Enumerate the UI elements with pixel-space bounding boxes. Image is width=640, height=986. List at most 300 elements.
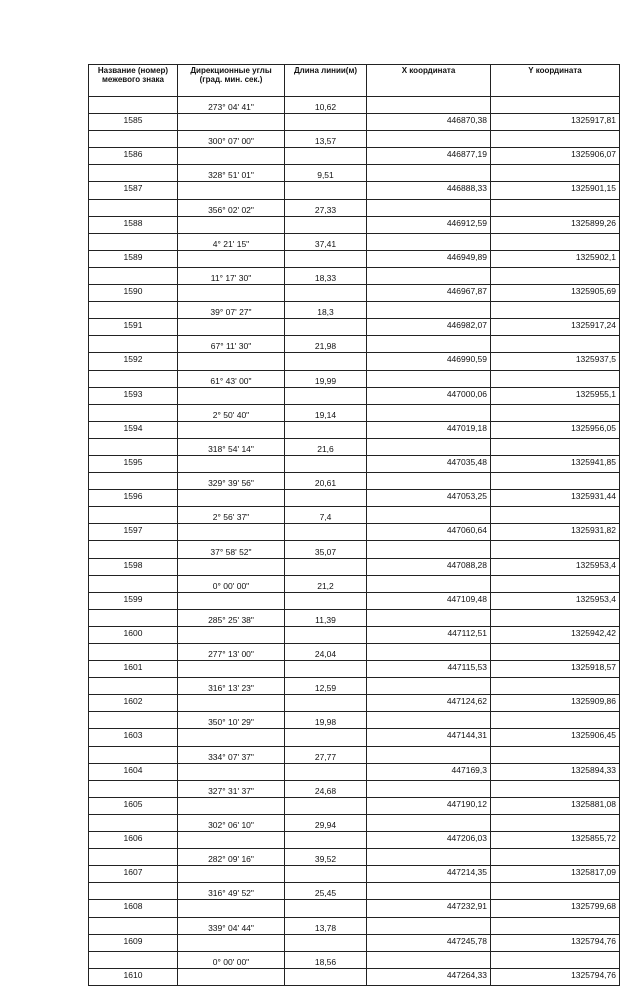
point-name-cell: 1610 <box>89 968 178 985</box>
y-coordinate-cell: 1325918,57 <box>491 661 620 678</box>
point-row <box>89 250 620 267</box>
angle-cell: 277° 13' 00" <box>178 644 285 661</box>
x-coordinate-cell: 447190,12 <box>367 797 491 814</box>
table-header-row <box>89 65 620 97</box>
angle-cell: 302° 06' 10" <box>178 814 285 831</box>
length-cell: 29,94 <box>285 814 367 831</box>
segment-name-cell <box>89 575 178 592</box>
segment-x-cell <box>367 746 491 763</box>
point-name-cell: 1599 <box>89 592 178 609</box>
segment-row <box>89 678 620 695</box>
y-coordinate-cell: 1325953,4 <box>491 558 620 575</box>
angle-cell: 37° 58' 52" <box>178 541 285 558</box>
x-coordinate-cell: 446990,59 <box>367 353 491 370</box>
point-row <box>89 148 620 165</box>
y-coordinate-cell: 1325799,68 <box>491 900 620 917</box>
point-name-cell: 1595 <box>89 455 178 472</box>
segment-x-cell <box>367 883 491 900</box>
y-coordinate-cell: 1325881,08 <box>491 797 620 814</box>
point-name-cell: 1587 <box>89 182 178 199</box>
point-length-cell <box>285 866 367 883</box>
segment-name-cell <box>89 951 178 968</box>
point-length-cell <box>285 763 367 780</box>
length-cell: 19,99 <box>285 370 367 387</box>
segment-row <box>89 541 620 558</box>
point-row <box>89 285 620 302</box>
point-length-cell <box>285 490 367 507</box>
segment-x-cell <box>367 165 491 182</box>
length-cell: 9,51 <box>285 165 367 182</box>
point-length-cell <box>285 455 367 472</box>
segment-name-cell <box>89 507 178 524</box>
point-name-cell: 1586 <box>89 148 178 165</box>
y-coordinate-cell: 1325794,76 <box>491 968 620 985</box>
segment-name-cell <box>89 883 178 900</box>
point-length-cell <box>285 216 367 233</box>
point-length-cell <box>285 832 367 849</box>
x-coordinate-cell: 446949,89 <box>367 250 491 267</box>
x-coordinate-cell: 447109,48 <box>367 592 491 609</box>
point-name-cell: 1602 <box>89 695 178 712</box>
point-row <box>89 319 620 336</box>
point-angle-cell <box>178 319 285 336</box>
header-length: Длина линии(м) <box>285 65 367 97</box>
point-row <box>89 558 620 575</box>
angle-cell: 329° 39' 56" <box>178 473 285 490</box>
segment-row <box>89 917 620 934</box>
segment-x-cell <box>367 267 491 284</box>
x-coordinate-cell: 447169,3 <box>367 763 491 780</box>
point-name-cell: 1604 <box>89 763 178 780</box>
point-name-cell: 1589 <box>89 250 178 267</box>
segment-name-cell <box>89 404 178 421</box>
point-angle-cell <box>178 524 285 541</box>
segment-row <box>89 780 620 797</box>
segment-x-cell <box>367 644 491 661</box>
angle-cell: 285° 25' 38" <box>178 609 285 626</box>
segment-name-cell <box>89 814 178 831</box>
point-angle-cell <box>178 558 285 575</box>
length-cell: 19,14 <box>285 404 367 421</box>
length-cell: 13,78 <box>285 917 367 934</box>
x-coordinate-cell: 447088,28 <box>367 558 491 575</box>
x-coordinate-cell: 447264,33 <box>367 968 491 985</box>
length-cell: 18,3 <box>285 302 367 319</box>
segment-y-cell <box>491 370 620 387</box>
segment-name-cell <box>89 780 178 797</box>
segment-x-cell <box>367 609 491 626</box>
segment-row <box>89 97 620 114</box>
angle-cell: 328° 51' 01" <box>178 165 285 182</box>
angle-cell: 318° 54' 14" <box>178 438 285 455</box>
point-row <box>89 797 620 814</box>
segment-row <box>89 165 620 182</box>
length-cell: 11,39 <box>285 609 367 626</box>
x-coordinate-cell: 447053,25 <box>367 490 491 507</box>
point-angle-cell <box>178 661 285 678</box>
segment-x-cell <box>367 541 491 558</box>
point-length-cell <box>285 148 367 165</box>
point-angle-cell <box>178 216 285 233</box>
length-cell: 27,33 <box>285 199 367 216</box>
point-length-cell <box>285 319 367 336</box>
segment-name-cell <box>89 644 178 661</box>
angle-cell: 61° 43' 00" <box>178 370 285 387</box>
y-coordinate-cell: 1325953,4 <box>491 592 620 609</box>
point-length-cell <box>285 797 367 814</box>
segment-x-cell <box>367 780 491 797</box>
x-coordinate-cell: 447035,48 <box>367 455 491 472</box>
point-name-cell: 1590 <box>89 285 178 302</box>
point-angle-cell <box>178 968 285 985</box>
segment-y-cell <box>491 131 620 148</box>
point-name-cell: 1603 <box>89 729 178 746</box>
segment-x-cell <box>367 473 491 490</box>
length-cell: 13,57 <box>285 131 367 148</box>
segment-row <box>89 302 620 319</box>
segment-x-cell <box>367 302 491 319</box>
segment-name-cell <box>89 267 178 284</box>
point-row <box>89 695 620 712</box>
length-cell: 7,4 <box>285 507 367 524</box>
point-length-cell <box>285 592 367 609</box>
segment-name-cell <box>89 370 178 387</box>
header-name: Название (номер) межевого знака <box>89 65 178 97</box>
segment-y-cell <box>491 336 620 353</box>
segment-y-cell <box>491 438 620 455</box>
y-coordinate-cell: 1325906,45 <box>491 729 620 746</box>
point-name-cell: 1588 <box>89 216 178 233</box>
segment-y-cell <box>491 575 620 592</box>
segment-y-cell <box>491 814 620 831</box>
segment-name-cell <box>89 678 178 695</box>
length-cell: 24,04 <box>285 644 367 661</box>
y-coordinate-cell: 1325817,09 <box>491 866 620 883</box>
point-name-cell: 1600 <box>89 626 178 643</box>
point-name-cell: 1591 <box>89 319 178 336</box>
point-row <box>89 866 620 883</box>
point-name-cell: 1608 <box>89 900 178 917</box>
length-cell: 27,77 <box>285 746 367 763</box>
point-angle-cell <box>178 832 285 849</box>
segment-x-cell <box>367 131 491 148</box>
point-angle-cell <box>178 250 285 267</box>
angle-cell: 350° 10' 29" <box>178 712 285 729</box>
angle-cell: 334° 07' 37" <box>178 746 285 763</box>
point-length-cell <box>285 968 367 985</box>
x-coordinate-cell: 446877,19 <box>367 148 491 165</box>
angle-cell: 316° 13' 23" <box>178 678 285 695</box>
segment-x-cell <box>367 404 491 421</box>
segment-row <box>89 438 620 455</box>
segment-y-cell <box>491 473 620 490</box>
segment-y-cell <box>491 951 620 968</box>
segment-y-cell <box>491 849 620 866</box>
segment-row <box>89 404 620 421</box>
point-name-cell: 1593 <box>89 387 178 404</box>
segment-y-cell <box>491 233 620 250</box>
length-cell: 18,33 <box>285 267 367 284</box>
segment-y-cell <box>491 917 620 934</box>
y-coordinate-cell: 1325937,5 <box>491 353 620 370</box>
segment-row <box>89 233 620 250</box>
segment-y-cell <box>491 609 620 626</box>
segment-y-cell <box>491 780 620 797</box>
length-cell: 21,6 <box>285 438 367 455</box>
y-coordinate-cell: 1325894,33 <box>491 763 620 780</box>
point-row <box>89 387 620 404</box>
x-coordinate-cell: 447144,31 <box>367 729 491 746</box>
segment-x-cell <box>367 336 491 353</box>
point-length-cell <box>285 114 367 131</box>
point-name-cell: 1609 <box>89 934 178 951</box>
angle-cell: 39° 07' 27" <box>178 302 285 319</box>
angle-cell: 0° 00' 00" <box>178 951 285 968</box>
y-coordinate-cell: 1325955,1 <box>491 387 620 404</box>
segment-x-cell <box>367 814 491 831</box>
y-coordinate-cell: 1325931,44 <box>491 490 620 507</box>
point-name-cell: 1596 <box>89 490 178 507</box>
angle-cell: 273° 04' 41" <box>178 97 285 114</box>
boundary-coordinates-table <box>88 64 620 986</box>
segment-row <box>89 575 620 592</box>
point-angle-cell <box>178 866 285 883</box>
angle-cell: 67° 11' 30" <box>178 336 285 353</box>
x-coordinate-cell: 447232,91 <box>367 900 491 917</box>
point-row <box>89 182 620 199</box>
table-body <box>89 97 620 986</box>
point-length-cell <box>285 250 367 267</box>
point-name-cell: 1607 <box>89 866 178 883</box>
y-coordinate-cell: 1325901,15 <box>491 182 620 199</box>
segment-name-cell <box>89 541 178 558</box>
y-coordinate-cell: 1325931,82 <box>491 524 620 541</box>
angle-cell: 0° 00' 00" <box>178 575 285 592</box>
segment-x-cell <box>367 438 491 455</box>
angle-cell: 356° 02' 02" <box>178 199 285 216</box>
point-length-cell <box>285 558 367 575</box>
segment-name-cell <box>89 849 178 866</box>
point-length-cell <box>285 524 367 541</box>
length-cell: 39,52 <box>285 849 367 866</box>
x-coordinate-cell: 447206,03 <box>367 832 491 849</box>
segment-name-cell <box>89 97 178 114</box>
x-coordinate-cell: 446870,38 <box>367 114 491 131</box>
y-coordinate-cell: 1325909,86 <box>491 695 620 712</box>
segment-row <box>89 849 620 866</box>
segment-y-cell <box>491 712 620 729</box>
segment-x-cell <box>367 712 491 729</box>
point-angle-cell <box>178 353 285 370</box>
point-row <box>89 934 620 951</box>
point-row <box>89 455 620 472</box>
point-name-cell: 1585 <box>89 114 178 131</box>
point-name-cell: 1606 <box>89 832 178 849</box>
segment-y-cell <box>491 541 620 558</box>
angle-cell: 2° 50' 40" <box>178 404 285 421</box>
length-cell: 19,98 <box>285 712 367 729</box>
x-coordinate-cell: 447115,53 <box>367 661 491 678</box>
point-angle-cell <box>178 592 285 609</box>
header-y: Y координата <box>491 65 620 97</box>
segment-row <box>89 336 620 353</box>
segment-y-cell <box>491 97 620 114</box>
point-angle-cell <box>178 114 285 131</box>
segment-y-cell <box>491 507 620 524</box>
segment-name-cell <box>89 131 178 148</box>
segment-y-cell <box>491 746 620 763</box>
angle-cell: 11° 17' 30" <box>178 267 285 284</box>
segment-name-cell <box>89 609 178 626</box>
point-row <box>89 114 620 131</box>
y-coordinate-cell: 1325942,42 <box>491 626 620 643</box>
length-cell: 21,2 <box>285 575 367 592</box>
point-length-cell <box>285 661 367 678</box>
point-name-cell: 1605 <box>89 797 178 814</box>
point-angle-cell <box>178 729 285 746</box>
x-coordinate-cell: 446982,07 <box>367 319 491 336</box>
segment-row <box>89 609 620 626</box>
segment-row <box>89 712 620 729</box>
length-cell: 18,56 <box>285 951 367 968</box>
point-row <box>89 900 620 917</box>
point-row <box>89 592 620 609</box>
segment-x-cell <box>367 507 491 524</box>
header-angle: Дирекционные углы (град. мин. сек.) <box>178 65 285 97</box>
x-coordinate-cell: 447245,78 <box>367 934 491 951</box>
angle-cell: 2° 56' 37" <box>178 507 285 524</box>
header-x: X координата <box>367 65 491 97</box>
length-cell: 20,61 <box>285 473 367 490</box>
segment-y-cell <box>491 404 620 421</box>
segment-y-cell <box>491 678 620 695</box>
y-coordinate-cell: 1325956,05 <box>491 421 620 438</box>
segment-x-cell <box>367 575 491 592</box>
segment-row <box>89 370 620 387</box>
segment-name-cell <box>89 746 178 763</box>
x-coordinate-cell: 447112,51 <box>367 626 491 643</box>
angle-cell: 327° 31' 37" <box>178 780 285 797</box>
point-row <box>89 968 620 985</box>
x-coordinate-cell: 447124,62 <box>367 695 491 712</box>
segment-y-cell <box>491 267 620 284</box>
segment-row <box>89 507 620 524</box>
point-row <box>89 524 620 541</box>
length-cell: 10,62 <box>285 97 367 114</box>
y-coordinate-cell: 1325902,1 <box>491 250 620 267</box>
segment-row <box>89 131 620 148</box>
segment-x-cell <box>367 849 491 866</box>
y-coordinate-cell: 1325917,24 <box>491 319 620 336</box>
point-row <box>89 729 620 746</box>
segment-x-cell <box>367 233 491 250</box>
point-angle-cell <box>178 695 285 712</box>
angle-cell: 300° 07' 00" <box>178 131 285 148</box>
segment-y-cell <box>491 302 620 319</box>
point-name-cell: 1598 <box>89 558 178 575</box>
point-angle-cell <box>178 900 285 917</box>
point-angle-cell <box>178 148 285 165</box>
segment-name-cell <box>89 917 178 934</box>
point-row <box>89 832 620 849</box>
segment-name-cell <box>89 302 178 319</box>
y-coordinate-cell: 1325905,69 <box>491 285 620 302</box>
length-cell: 37,41 <box>285 233 367 250</box>
point-angle-cell <box>178 387 285 404</box>
segment-row <box>89 951 620 968</box>
y-coordinate-cell: 1325855,72 <box>491 832 620 849</box>
segment-name-cell <box>89 199 178 216</box>
point-length-cell <box>285 695 367 712</box>
point-row <box>89 490 620 507</box>
segment-row <box>89 814 620 831</box>
segment-x-cell <box>367 370 491 387</box>
y-coordinate-cell: 1325941,85 <box>491 455 620 472</box>
x-coordinate-cell: 447019,18 <box>367 421 491 438</box>
point-length-cell <box>285 900 367 917</box>
point-length-cell <box>285 182 367 199</box>
segment-x-cell <box>367 678 491 695</box>
point-angle-cell <box>178 455 285 472</box>
point-row <box>89 216 620 233</box>
point-row <box>89 661 620 678</box>
length-cell: 21,98 <box>285 336 367 353</box>
point-length-cell <box>285 934 367 951</box>
segment-x-cell <box>367 97 491 114</box>
segment-y-cell <box>491 644 620 661</box>
angle-cell: 339° 04' 44" <box>178 917 285 934</box>
point-angle-cell <box>178 797 285 814</box>
length-cell: 12,59 <box>285 678 367 695</box>
point-length-cell <box>285 729 367 746</box>
point-name-cell: 1597 <box>89 524 178 541</box>
point-angle-cell <box>178 490 285 507</box>
point-row <box>89 353 620 370</box>
point-angle-cell <box>178 285 285 302</box>
length-cell: 25,45 <box>285 883 367 900</box>
point-length-cell <box>285 387 367 404</box>
length-cell: 24,68 <box>285 780 367 797</box>
point-row <box>89 763 620 780</box>
angle-cell: 282° 09' 16" <box>178 849 285 866</box>
segment-y-cell <box>491 883 620 900</box>
point-length-cell <box>285 626 367 643</box>
segment-name-cell <box>89 473 178 490</box>
x-coordinate-cell: 446967,87 <box>367 285 491 302</box>
y-coordinate-cell: 1325899,26 <box>491 216 620 233</box>
point-length-cell <box>285 353 367 370</box>
x-coordinate-cell: 447214,35 <box>367 866 491 883</box>
segment-x-cell <box>367 199 491 216</box>
y-coordinate-cell: 1325917,81 <box>491 114 620 131</box>
y-coordinate-cell: 1325906,07 <box>491 148 620 165</box>
y-coordinate-cell: 1325794,76 <box>491 934 620 951</box>
x-coordinate-cell: 446888,33 <box>367 182 491 199</box>
angle-cell: 316° 49' 52" <box>178 883 285 900</box>
segment-x-cell <box>367 917 491 934</box>
segment-row <box>89 644 620 661</box>
segment-row <box>89 199 620 216</box>
segment-y-cell <box>491 199 620 216</box>
segment-row <box>89 267 620 284</box>
point-angle-cell <box>178 934 285 951</box>
angle-cell: 4° 21' 15" <box>178 233 285 250</box>
segment-y-cell <box>491 165 620 182</box>
point-length-cell <box>285 421 367 438</box>
point-name-cell: 1594 <box>89 421 178 438</box>
segment-row <box>89 746 620 763</box>
segment-name-cell <box>89 233 178 250</box>
